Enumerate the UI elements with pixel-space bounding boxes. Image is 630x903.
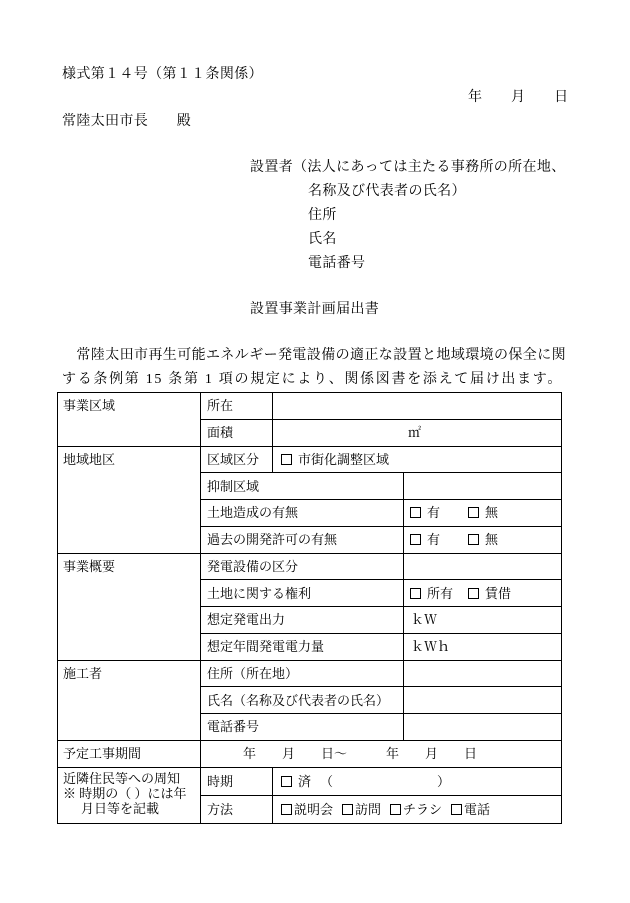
option-phone bbox=[451, 802, 490, 817]
table-row bbox=[58, 553, 562, 580]
applicant-label: 設置者（法人にあっては主たる事務所の所在地、 bbox=[250, 160, 566, 175]
zoning-division-value bbox=[273, 446, 562, 473]
option-label: 有 bbox=[427, 505, 441, 521]
checkbox-icon bbox=[451, 804, 462, 815]
neighbor-notice-label: 近隣住民等への周知 bbox=[63, 770, 181, 786]
annual-energy-label: 想定年間発電電力量 bbox=[201, 633, 404, 660]
table-row bbox=[58, 393, 562, 420]
option-label: 無 bbox=[485, 505, 499, 521]
application-form-table bbox=[57, 392, 562, 824]
location-value-cell bbox=[273, 393, 562, 420]
section-project-overview: 事業概要 bbox=[58, 553, 201, 660]
neighbor-notice-note: ※ 時期の（ ）には年 bbox=[63, 785, 187, 801]
option-label: 訪問 bbox=[355, 801, 382, 817]
method-label: 方法 bbox=[201, 795, 273, 823]
option-owned bbox=[410, 586, 453, 601]
option-yes bbox=[410, 532, 440, 547]
applicant-label-continued: 名称及び代表者の氏名） bbox=[308, 184, 466, 199]
zoning-division-options bbox=[281, 452, 561, 467]
neighbor-notice-note-continued: 月日等を記載 bbox=[81, 800, 160, 816]
facility-type-value-cell bbox=[404, 553, 562, 580]
land-development-options bbox=[410, 505, 561, 520]
timing-value bbox=[273, 767, 562, 795]
form-number: 様式第１４号（第１１条関係） bbox=[62, 67, 263, 82]
option-visit bbox=[342, 802, 381, 817]
past-permit-value bbox=[404, 526, 562, 553]
applicant-phone-label: 電話番号 bbox=[308, 256, 366, 271]
option-label: 無 bbox=[485, 532, 499, 548]
land-rights-label: 土地に関する権利 bbox=[201, 580, 404, 607]
area-value-cell bbox=[273, 419, 562, 446]
past-permit-options bbox=[410, 532, 561, 547]
table-row bbox=[58, 660, 562, 687]
applicant-name-label: 氏名 bbox=[308, 232, 337, 247]
option-label: 所有 bbox=[427, 585, 454, 601]
output-value bbox=[404, 607, 562, 634]
checkbox-icon bbox=[281, 776, 292, 787]
option-no bbox=[468, 505, 498, 520]
body-text-line-1: 常陸太田市再生可能エネルギー発電設備の適正な設置と地域環境の保全に関 bbox=[62, 348, 566, 363]
date-line: 年 月 日 bbox=[468, 90, 569, 105]
checkbox-icon bbox=[281, 804, 292, 815]
checkbox-icon bbox=[342, 804, 353, 815]
method-value bbox=[273, 795, 562, 823]
option-label: チラシ bbox=[403, 801, 443, 817]
timing-options bbox=[281, 774, 561, 789]
facility-type-label: 発電設備の区分 bbox=[201, 553, 404, 580]
addressee: 常陸太田市長 殿 bbox=[62, 114, 192, 129]
past-permit-label: 過去の開発許可の有無 bbox=[201, 526, 404, 553]
section-contractor: 施工者 bbox=[58, 660, 201, 740]
table-row bbox=[58, 767, 562, 795]
construction-period-dates: 年 月 日～ 年 月 日 bbox=[243, 746, 478, 762]
checkbox-icon bbox=[468, 534, 479, 545]
output-unit: ｋＷ bbox=[411, 612, 438, 628]
contractor-phone-label: 電話番号 bbox=[201, 714, 404, 741]
contractor-address-label: 住所（所在地） bbox=[201, 660, 404, 687]
land-development-label: 土地造成の有無 bbox=[201, 500, 404, 527]
annual-energy-unit: ｋＷｈ bbox=[411, 639, 451, 655]
timing-date-blank: （ ） bbox=[320, 773, 451, 789]
option-yes bbox=[410, 505, 440, 520]
contractor-phone-value-cell bbox=[404, 714, 562, 741]
location-label: 所在 bbox=[201, 393, 273, 420]
contractor-address-value-cell bbox=[404, 660, 562, 687]
option-label: 有 bbox=[427, 532, 441, 548]
option-label: 電話 bbox=[464, 801, 491, 817]
option-no bbox=[468, 532, 498, 547]
area-label: 面積 bbox=[201, 419, 273, 446]
checkbox-icon bbox=[390, 804, 401, 815]
area-unit: ㎡ bbox=[408, 425, 422, 441]
restriction-area-value-cell bbox=[404, 473, 562, 500]
checkbox-icon bbox=[468, 588, 479, 599]
annual-energy-value bbox=[404, 633, 562, 660]
zoning-division-label: 区域区分 bbox=[201, 446, 273, 473]
checkbox-icon bbox=[410, 588, 421, 599]
body-text-line-2: する条例第 15 条第 1 項の規定により、関係図書を添えて届け出ます。 bbox=[62, 372, 564, 387]
option-flyer bbox=[390, 802, 442, 817]
checkbox-icon bbox=[468, 507, 479, 518]
restriction-area-label: 抑制区域 bbox=[201, 473, 404, 500]
section-zoning: 地域地区 bbox=[58, 446, 201, 553]
section-project-area: 事業区域 bbox=[58, 393, 201, 447]
contractor-name-value-cell bbox=[404, 687, 562, 714]
land-rights-options bbox=[410, 586, 561, 601]
section-neighbor-notice bbox=[58, 767, 201, 823]
option-label: 賃借 bbox=[485, 585, 512, 601]
land-development-value bbox=[404, 500, 562, 527]
applicant-address-label: 住所 bbox=[308, 208, 337, 223]
checkbox-icon bbox=[281, 454, 292, 465]
output-label: 想定発電出力 bbox=[201, 607, 404, 634]
construction-period-label: 予定工事期間 bbox=[58, 740, 201, 767]
option-label: 説明会 bbox=[294, 801, 334, 817]
land-rights-value bbox=[404, 580, 562, 607]
method-options bbox=[281, 802, 561, 817]
checkbox-icon bbox=[410, 534, 421, 545]
document-title: 設置事業計画届出書 bbox=[250, 302, 380, 317]
construction-period-value bbox=[201, 740, 562, 767]
checkbox-icon bbox=[410, 507, 421, 518]
option-briefing bbox=[281, 802, 333, 817]
option-leased bbox=[468, 586, 511, 601]
timing-label: 時期 bbox=[201, 767, 273, 795]
checkbox-label: 市街化調整区域 bbox=[298, 451, 390, 467]
contractor-name-label: 氏名（名称及び代表者の氏名） bbox=[201, 687, 404, 714]
option-label: 済 bbox=[298, 773, 312, 789]
table-row bbox=[58, 740, 562, 767]
table-row bbox=[58, 446, 562, 473]
